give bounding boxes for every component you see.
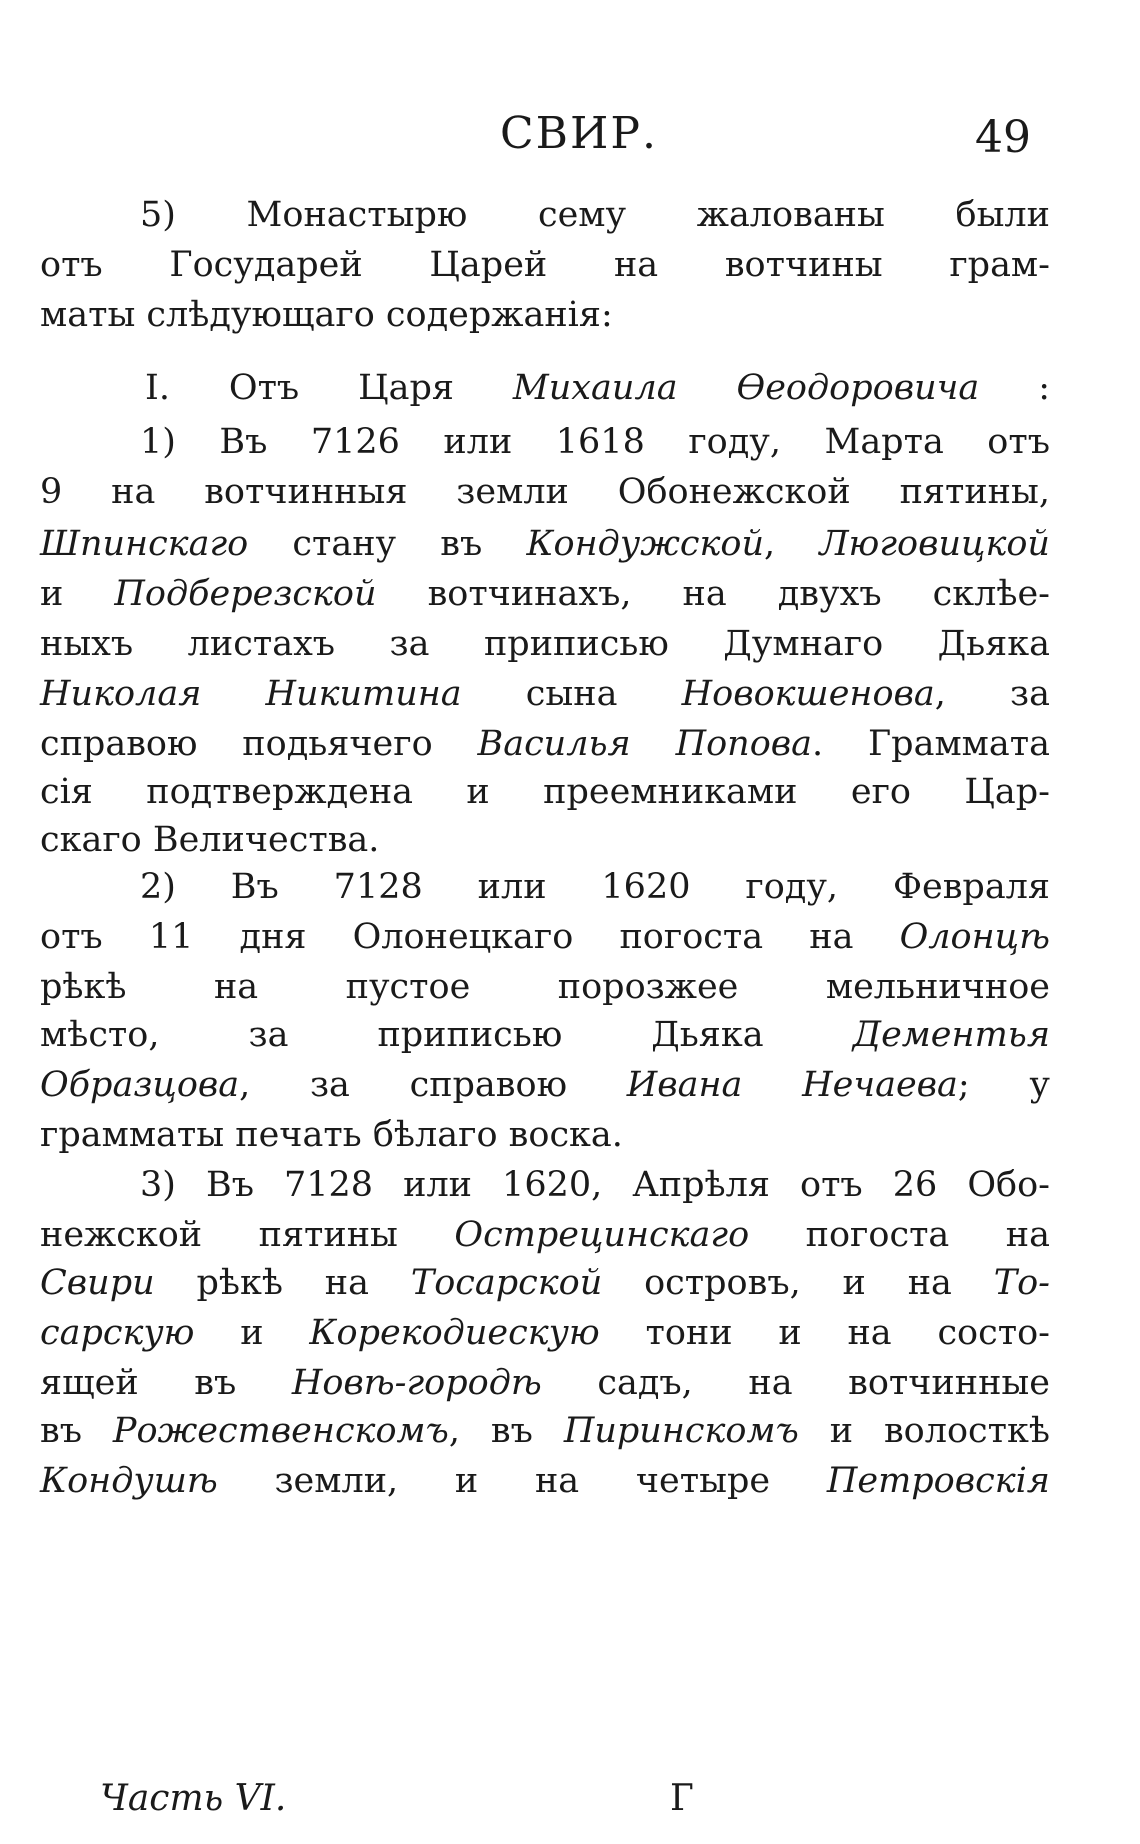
- text-segment: вотчинахъ, на двухъ склѣе-: [376, 574, 1050, 614]
- text-line: [40, 818, 1050, 862]
- text-line: [140, 865, 1050, 909]
- italic-name: Петровскія: [826, 1461, 1050, 1501]
- italic-name: Новѣ-городѣ: [291, 1363, 542, 1403]
- text-line: [40, 572, 1050, 616]
- text-segment: 1) Въ 7126 или 1618 году, Марта отъ: [140, 422, 1050, 462]
- text-line: [40, 1311, 1050, 1355]
- italic-name: Кондужской: [526, 524, 765, 564]
- text-segment: 2) Въ 7128 или 1620 году, Февраля: [140, 867, 1050, 907]
- italic-name: Николая Никитина: [40, 674, 462, 714]
- text-segment: ящей въ: [40, 1363, 292, 1403]
- text-line: [40, 243, 1050, 287]
- text-segment: отъ 11 дня Олонецкаго погоста на: [40, 917, 900, 957]
- text-segment: I. Отъ Царя: [145, 368, 513, 408]
- text-segment: , въ: [448, 1411, 564, 1451]
- text-segment: сія подтверждена и преемниками его Цар-: [40, 772, 1050, 812]
- italic-name: сарскую: [40, 1313, 195, 1353]
- text-segment: мѣсто, за приписью Дьяка: [40, 1015, 853, 1055]
- text-line: [40, 1459, 1050, 1503]
- text-segment: 3) Въ 7128 или 1620, Апрѣля отъ 26 Обо-: [140, 1165, 1050, 1205]
- text-segment: и: [194, 1313, 310, 1353]
- text-line: [40, 770, 1050, 814]
- text-segment: 5) Монастырю сему жалованы были: [140, 195, 1050, 235]
- text-line: [40, 1113, 1050, 1157]
- text-segment: островъ, и на: [602, 1263, 994, 1303]
- italic-name: Михаила Ѳеодоровича: [512, 368, 980, 408]
- italic-name: Василья Попова: [477, 724, 813, 764]
- text-line: [40, 965, 1050, 1009]
- text-segment: нежской пятины: [40, 1215, 455, 1255]
- text-segment: :: [979, 368, 1050, 408]
- text-segment: садъ, на вотчинные: [541, 1363, 1050, 1403]
- text-segment: сына: [461, 674, 682, 714]
- text-segment: въ: [40, 1411, 113, 1451]
- italic-name: Люговицкой: [819, 524, 1050, 564]
- italic-name: Острецинскаго: [454, 1215, 750, 1255]
- text-segment: справою подьячего: [40, 724, 478, 764]
- text-segment: рѣкѣ на: [154, 1263, 411, 1303]
- text-segment: ныхъ листахъ за приписью Думнаго Дьяка: [40, 624, 1050, 664]
- italic-name: Кондушѣ: [40, 1461, 218, 1501]
- italic-name: Корекодиескую: [309, 1313, 600, 1353]
- italic-name: Подберезской: [114, 574, 377, 614]
- text-line: [40, 672, 1050, 716]
- text-segment: тони и на состо-: [599, 1313, 1050, 1353]
- text-segment: стану въ: [248, 524, 527, 564]
- italic-name: То-: [993, 1263, 1051, 1303]
- text-segment: и волосткѣ: [798, 1411, 1050, 1451]
- text-segment: и: [40, 574, 115, 614]
- text-segment: , за справою: [239, 1065, 627, 1105]
- text-segment: скаго Величества.: [40, 820, 380, 860]
- text-line: [145, 366, 1050, 410]
- text-line: [40, 1261, 1050, 1305]
- text-segment: погоста на: [749, 1215, 1050, 1255]
- page-footer: [0, 1778, 1140, 1828]
- italic-name: Олонцѣ: [899, 917, 1050, 957]
- page-number: 49: [975, 112, 1031, 163]
- italic-name: Рожественскомъ: [112, 1411, 449, 1451]
- text-segment: маты слѣдующаго содержанія:: [40, 295, 613, 335]
- text-line: [40, 622, 1050, 666]
- text-line: [40, 470, 1050, 514]
- text-segment: земли, и на четыре: [217, 1461, 827, 1501]
- italic-name: Пиринскомъ: [563, 1411, 799, 1451]
- text-line: [40, 722, 1050, 766]
- italic-name: Ивана Нечаева: [626, 1065, 958, 1105]
- italic-name: Свири: [40, 1263, 155, 1303]
- signature-mark: Г: [670, 1778, 694, 1819]
- text-line: [40, 293, 1050, 337]
- text-line: [40, 1063, 1050, 1107]
- text-line: [40, 1013, 1050, 1057]
- text-line: [140, 1163, 1050, 1207]
- text-line: [40, 1361, 1050, 1405]
- italic-name: Дементья: [852, 1015, 1050, 1055]
- text-segment: ,: [764, 524, 820, 564]
- text-segment: ; у: [957, 1065, 1050, 1105]
- text-line: [140, 420, 1050, 464]
- volume-part-label: Часть VI.: [100, 1778, 287, 1819]
- text-line: [40, 1409, 1050, 1453]
- page-header: [0, 108, 1140, 178]
- text-line: [40, 915, 1050, 959]
- text-segment: 9 на вотчинныя земли Обонежской пятины,: [40, 472, 1050, 512]
- running-head: СВИР.: [500, 108, 658, 159]
- text-segment: , за: [934, 674, 1050, 714]
- italic-name: Тосарской: [410, 1263, 603, 1303]
- text-segment: . Граммата: [812, 724, 1050, 764]
- text-segment: рѣкѣ на пустое порозжее мельничное: [40, 967, 1050, 1007]
- text-line: [40, 522, 1050, 566]
- text-segment: отъ Государей Царей на вотчины грам-: [40, 245, 1050, 285]
- text-segment: грамматы печать бѣлаго воска.: [40, 1115, 623, 1155]
- text-line: [140, 193, 1050, 237]
- text-line: [40, 1213, 1050, 1257]
- italic-name: Новокшенова: [681, 674, 935, 714]
- italic-name: Шпинскаго: [40, 524, 249, 564]
- italic-name: Образцова: [40, 1065, 240, 1105]
